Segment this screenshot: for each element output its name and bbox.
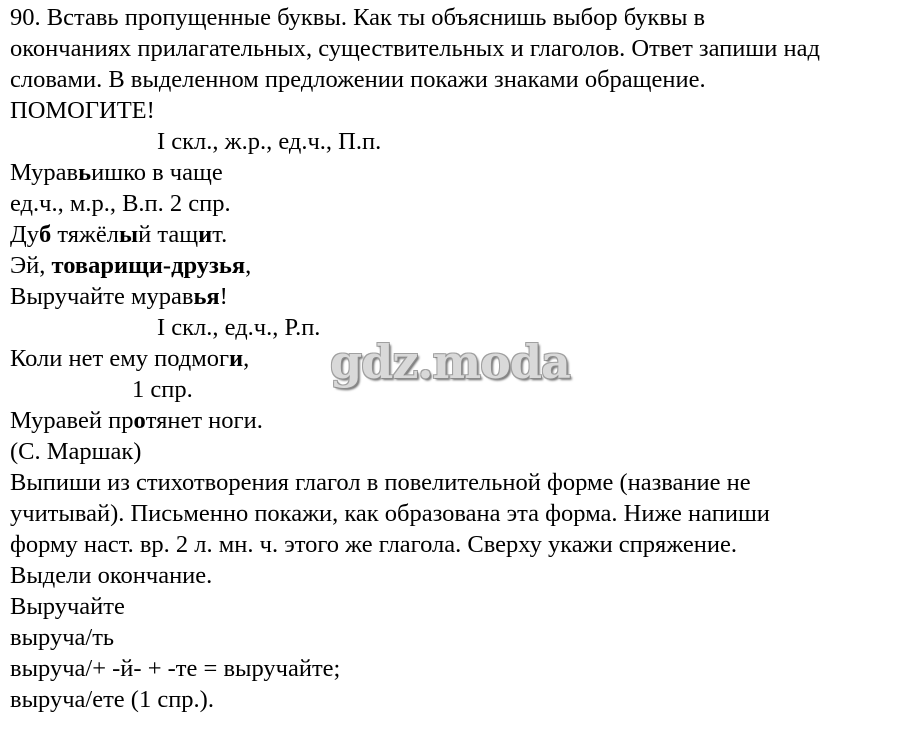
inserted-letter: б [38, 221, 52, 248]
inserted-letter: о [133, 407, 146, 434]
poem-text: тяжёл [51, 221, 120, 248]
grammar-note-2: ед.ч., м.р., В.п. 2 спр. [10, 190, 231, 217]
task2-line-4: Выдели окончание. [10, 562, 213, 589]
poem-line-5 [10, 343, 249, 374]
poem-text: Коли нет ему подмог [10, 345, 230, 372]
poem-text: ишко в чаще [91, 159, 223, 186]
poem-text: Ду [10, 221, 39, 248]
poem-author: (С. Маршак) [10, 438, 142, 465]
address-highlight: товарищи-друз [51, 252, 219, 279]
poem-text: , [245, 252, 252, 279]
task-line-2: окончаниях прилагательных, существительных и глаголов. Ответ запиши над [10, 35, 820, 62]
poem-line-2 [10, 219, 227, 250]
answer-line-4: выруча/ете (1 спр.). [10, 686, 214, 713]
poem-line-4 [10, 281, 228, 312]
inserted-letter: и [229, 345, 244, 372]
answer-line-2: выруча/ть [10, 624, 115, 651]
poem-line-1 [10, 157, 223, 188]
task-line-1: 90. Вставь пропущенные буквы. Как ты объяснишь выбор буквы в [10, 4, 706, 31]
grammar-note-4: 1 спр. [132, 376, 193, 403]
inserted-letter: ья [193, 283, 220, 310]
inserted-letter: ь [78, 159, 92, 186]
poem-text: Эй, [10, 252, 52, 279]
poem-text: ! [219, 283, 228, 310]
poem-text: Муравей пр [10, 407, 134, 434]
poem-text: , [243, 345, 250, 372]
task-line-3: словами. В выделенном предложении покажи знаками обращение. [10, 66, 706, 93]
task-line-4: ПОМОГИТЕ! [10, 97, 155, 124]
task2-line-3: форму наст. вр. 2 л. мн. ч. этого же глагола. Сверху укажи спряжение. [10, 531, 738, 558]
poem-line-3 [10, 250, 251, 281]
grammar-note-1: I скл., ж.р., ед.ч., П.п. [157, 128, 382, 155]
watermark-logo: gdz.moda [330, 335, 570, 389]
poem-text: й тащ [138, 221, 199, 248]
inserted-letter: и [198, 221, 213, 248]
answer-line-3: выруча/+ -й- + -те = выручайте; [10, 655, 341, 682]
inserted-letter: ья [218, 252, 246, 279]
answer-line-1: Выручайте [10, 593, 125, 620]
poem-text: тянет ноги. [145, 407, 263, 434]
task2-line-2: учитывай). Письменно покажи, как образована эта форма. Ниже напиши [10, 500, 770, 527]
poem-line-6 [10, 405, 263, 436]
inserted-letter: ы [119, 221, 139, 248]
grammar-note-3: I скл., ед.ч., Р.п. [157, 314, 321, 341]
poem-text: Выручайте мурав [10, 283, 194, 310]
poem-text: т. [212, 221, 228, 248]
poem-text: Мурав [10, 159, 79, 186]
task2-line-1: Выпиши из стихотворения глагол в повелительной форме (название не [10, 469, 751, 496]
